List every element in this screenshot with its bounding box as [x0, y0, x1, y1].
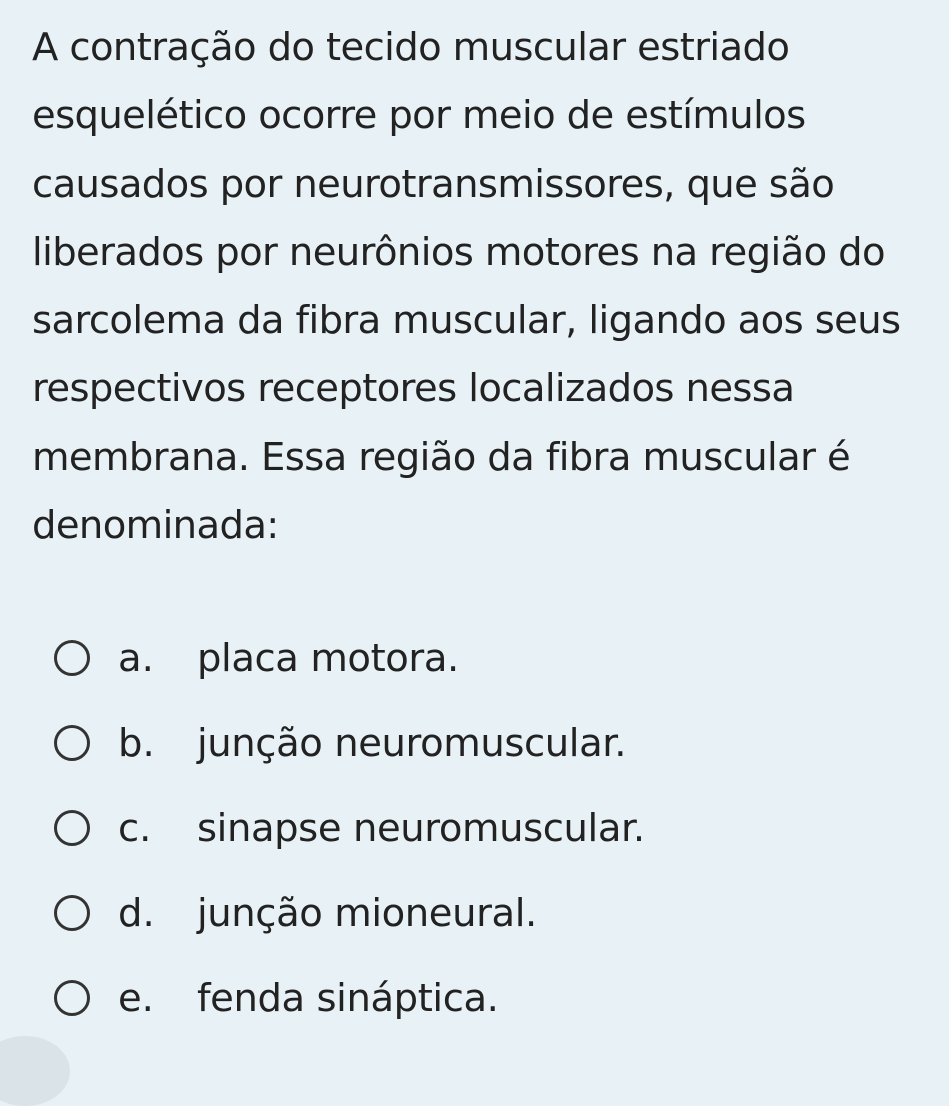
option-b-letter: b.: [118, 720, 155, 766]
option-e[interactable]: [54, 968, 499, 1028]
option-d-label: junção mioneural.: [197, 890, 537, 936]
option-a[interactable]: [54, 628, 459, 688]
option-d-letter: d.: [118, 890, 155, 936]
radio-button-c[interactable]: [54, 810, 90, 846]
option-b-label: junção neuromuscular.: [197, 720, 627, 766]
option-d[interactable]: [54, 883, 537, 943]
option-e-label: fenda sináptica.: [197, 975, 499, 1021]
corner-shadow: [0, 1036, 70, 1106]
radio-button-e[interactable]: [54, 980, 90, 1016]
question-text: A contração do tecido muscular estriado esquelético ocorre por meio de estímulos causados por neurotransmissores, que são liberados por neurônios motores na região do sarcolema da fibra muscular, ligando aos seus respectivos receptores localizados nessa membrana. Essa região da fibra muscular é denominada:: [32, 25, 901, 549]
option-c[interactable]: [54, 798, 645, 858]
option-a-letter: a.: [118, 635, 154, 681]
radio-button-a[interactable]: [54, 640, 90, 676]
option-c-label: sinapse neuromuscular.: [197, 805, 645, 851]
radio-button-b[interactable]: [54, 725, 90, 761]
option-b[interactable]: [54, 713, 627, 773]
radio-button-d[interactable]: [54, 895, 90, 931]
option-e-letter: e.: [118, 975, 154, 1021]
option-c-letter: c.: [118, 805, 152, 851]
option-a-label: placa motora.: [197, 635, 459, 681]
